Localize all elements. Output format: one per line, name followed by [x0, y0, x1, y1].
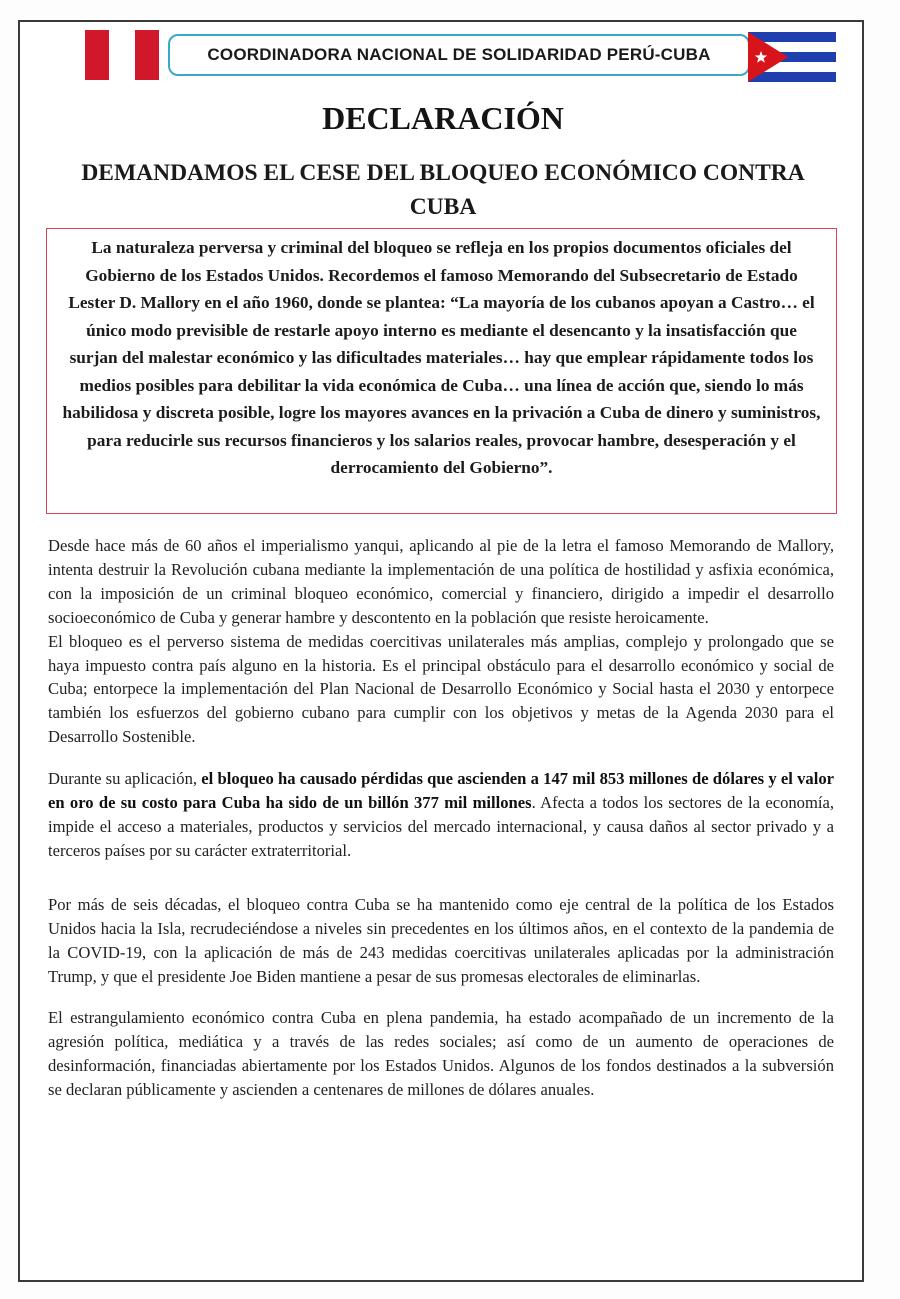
- mallory-quote: La naturaleza perversa y criminal del bloqueo se refleja en los propios documentos oficiales del Gobierno de los Estados Unidos. Recordemos el famoso Memorando del Subsecretario de Estado Lester D. Mallory en el año 1960, donde se plantea: “La mayoría de los cubanos apoyan a Castro… el único modo previsible de restarle apoyo interno es mediante el desencanto y la insatisfacción que surjan del malestar económico y las dificultades materiales… hay que emplear rápidamente todos los medios posibles para debilitar la vida económica de Cuba… una línea de acción que, siendo lo más habilidosa y discreta posible, logre los mayores avances en la privación a Cuba de dinero y suministros, para reducirle sus recursos financieros y los salarios reales, provocar hambre, desesperación y el derrocamiento del Gobierno”.: [62, 238, 821, 477]
- paragraph-3-highlight: el bloqueo ha causado pérdidas que ascienden a 147 mil 853 millones de dólares y el valor en oro de su costo para Cuba ha sido de un billón 377 mil millones: [48, 769, 834, 813]
- quote-box: [46, 228, 837, 514]
- peru-flag-icon: [85, 30, 159, 80]
- paragraph-2: El bloqueo es el perverso sistema de medidas coercitivas unilaterales más amplias, complejo y prolongado que se haya impuesto contra país alguno en la historia. Es el principal obstáculo para el desarrollo económico y social de Cuba; entorpece la implementación del Plan Nacional de Desarrollo Económico y Social hasta el 2030 y entorpece también los esfuerzos del gobierno cubano para cumplir con los objetivos y metas de la Agenda 2030 para el Desarrollo Sostenible.: [48, 631, 834, 747]
- paragraph-1: Desde hace más de 60 años el imperialismo yanqui, aplicando al pie de la letra el famoso Memorando de Mallory, intenta destruir la Revolución cubana mediante la implementación de una política de hostilidad y asfixia económica, con la imposición de un criminal bloqueo económico, comercial y financiero, dirigido a impedir el desarrollo socioeconómico de Cuba y generar hambre y descontento en la población que resiste heroicamente.: [48, 536, 834, 627]
- paragraph-3-rest: . Afecta a todos los sectores de la economía, impide el acceso a materiales, productos y servicios del mercado internacional, y causa daños al sector privado y a terceros países por su carácter extraterritorial.: [48, 793, 835, 860]
- document-frame: [18, 20, 864, 1282]
- paragraph-4: Por más de seis décadas, el bloqueo contra Cuba se ha mantenido como eje central de la política de los Estados Unidos hacia la Isla, recrudeciéndose a niveles sin precedentes en los últimos años, en el contexto de la pandemia de la COVID-19, con la aplicación de más de 243 medidas coercitivas unilaterales aplicadas por la administración Trump, y que el presidente Joe Biden mantiene a pesar de sus promesas electorales de eliminarlas.: [48, 894, 834, 986]
- paragraph-5: El estrangulamiento económico contra Cuba en plena pandemia, ha estado acompañado de un incremento de la agresión política, mediática y a través de las redes sociales; así como de un aumento de operaciones de desinformación, financiadas abiertamente por los Estados Unidos. Algunos de los fondos destinados a la subversión se declaran públicamente y ascienden a centenares de millones de dólares anuales.: [48, 1008, 834, 1100]
- cuba-flag-icon: [748, 32, 836, 82]
- document-subtitle: DEMANDAMOS EL CESE DEL BLOQUEO ECONÓMICO CONTRA CUBA: [81, 160, 805, 220]
- paragraph-3-intro: Durante su aplicación,: [48, 769, 202, 789]
- document-body: [48, 534, 834, 1102]
- organization-name: COORDINADORA NACIONAL DE SOLIDARIDAD PERÚ-CUBA: [207, 45, 711, 64]
- document-title: DECLARACIÓN: [322, 100, 564, 136]
- paragraph-3: [48, 767, 834, 863]
- organization-banner: [168, 34, 750, 76]
